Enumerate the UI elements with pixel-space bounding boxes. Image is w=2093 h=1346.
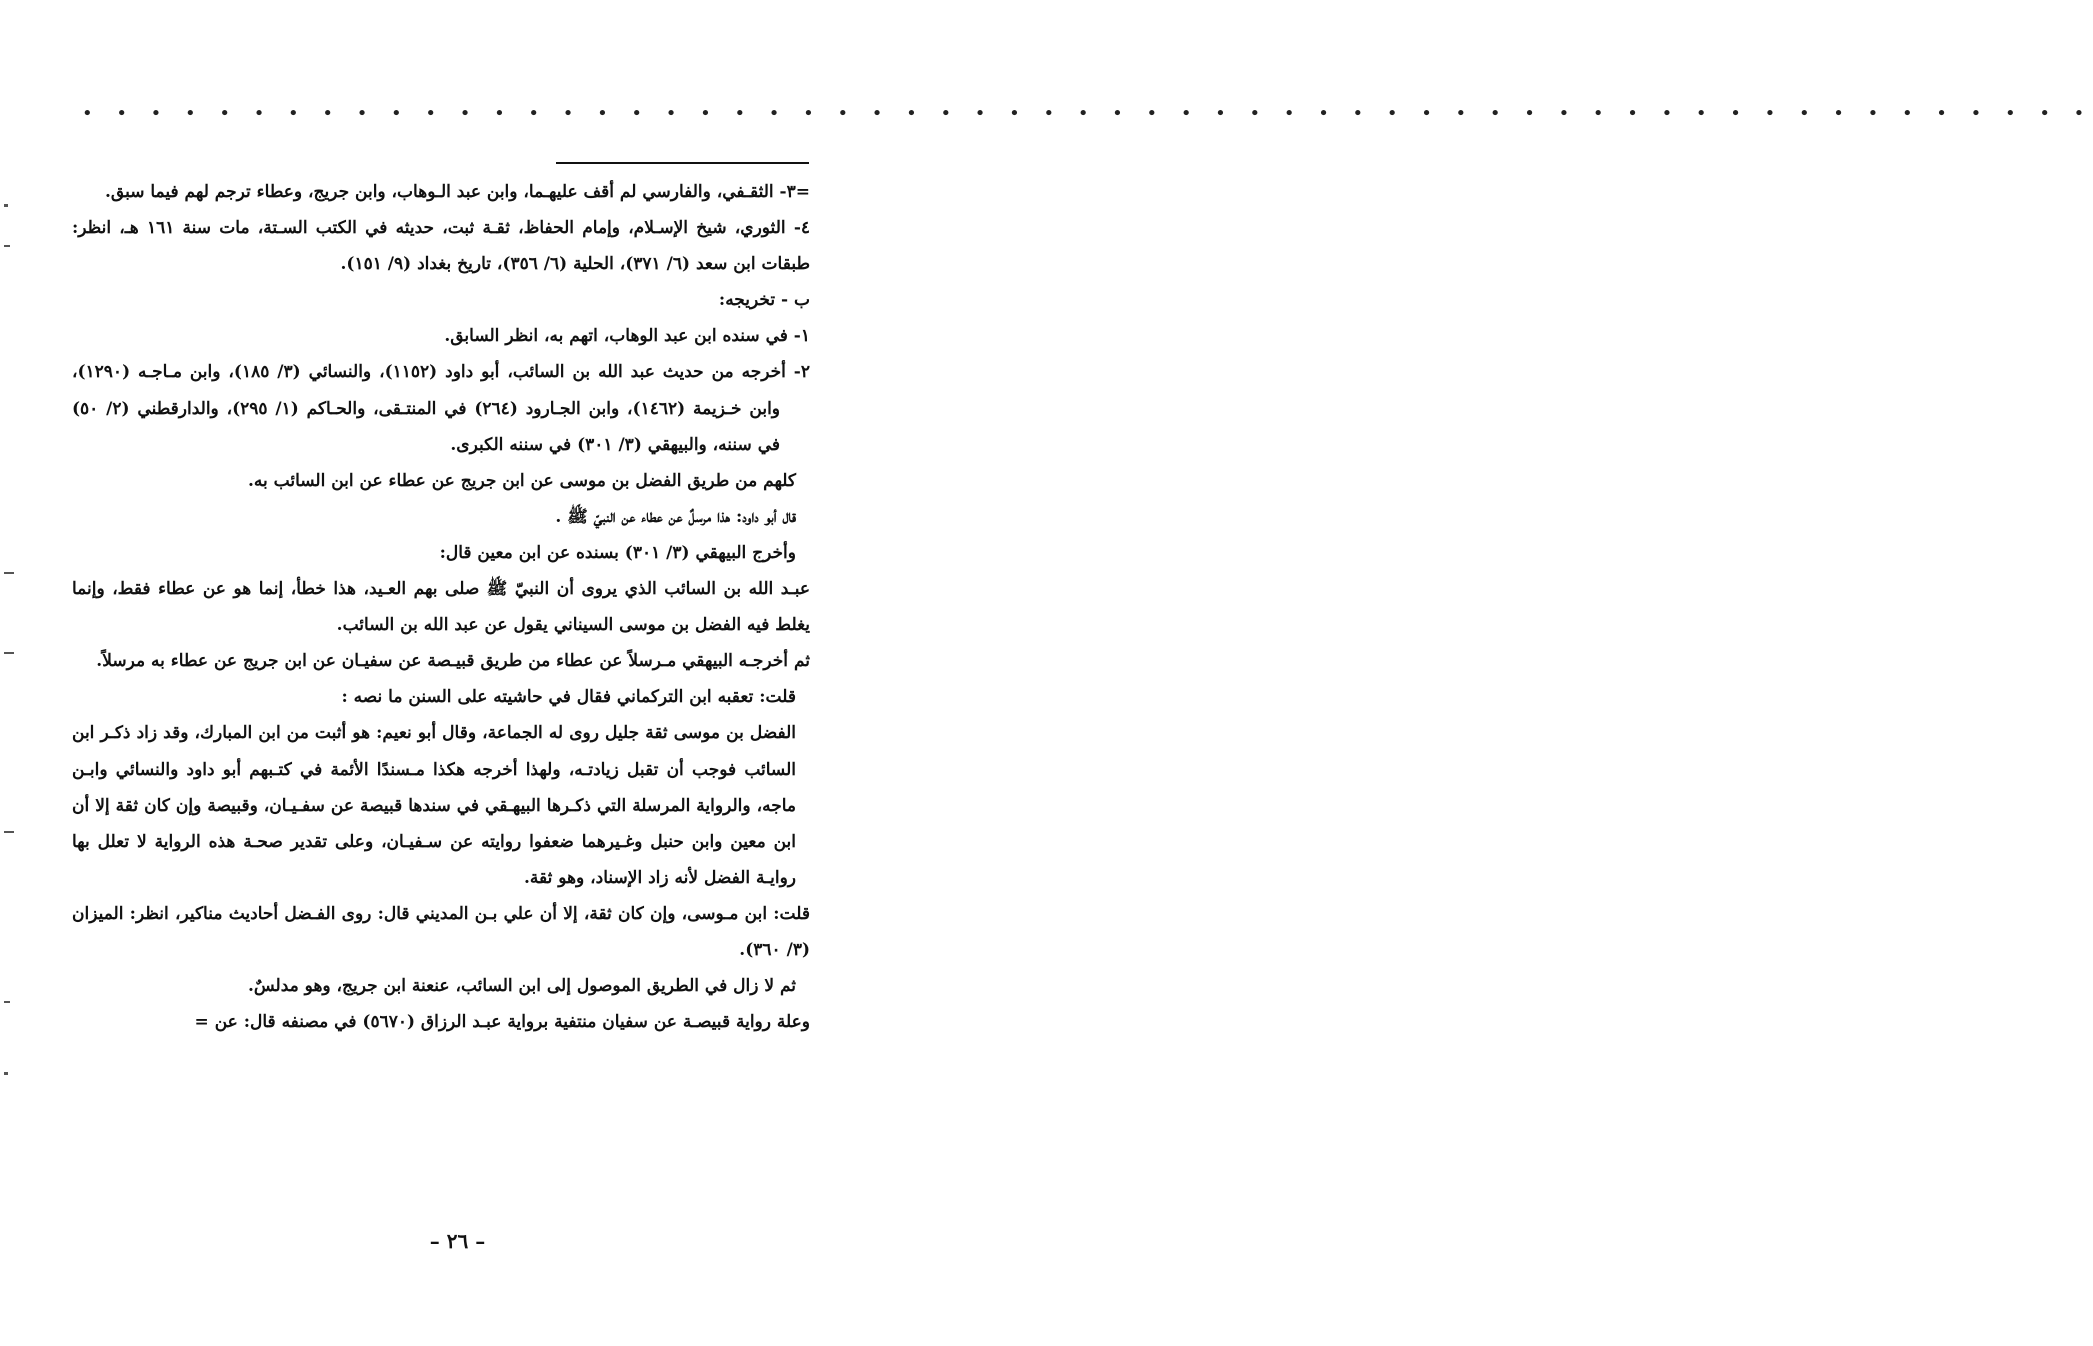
- footnote-rule: [556, 162, 809, 164]
- paragraph: قلت: ابن مـوسى، وإن كان ثقة، إلا أن علي بـن المديني قال: روى الفـضل أحاديث مناكير، انظر: الميزان (٣/ ٣٦٠).: [72, 903, 810, 960]
- margin-speck: [4, 204, 8, 207]
- paragraph: عبـد الله بن السائب الذي يروى أن النبيّ ﷺ صلى بهم العـيد، هذا خطأ، إنما هو عن عطاء فقط، وإنما يغلط فيه الفضل بن موسى السيناني يقول عن عبد الله بن السائب.: [72, 579, 810, 636]
- margin-speck: [4, 1072, 8, 1075]
- paragraph: ٤- الثوري، شيخ الإسـلام، وإمام الحفاظ، ثقـة ثبت، حديثه في الكتب السـتة، مات سنة ١٦١ هـ، انظر: طبقات ابن سعد (٦/ ٣٧١)، الحلية (٦/ ٣٥٦)، تاريخ بغداد (٩/ ١٥١).: [72, 218, 811, 275]
- paragraph: ثم لا زال في الطريق الموصول إلى ابن السائب، عنعنة ابن جريج، وهو مدلسٌ.: [247, 976, 796, 997]
- paragraph: =٣- الثقـفي، والفارسي لم أقف عليهـما، وابن عبد الـوهاب، وابن جريج، وعطاء ترجم لهم فيما سبق.: [104, 182, 810, 202]
- paragraph: كلهم من طريق الفضل بن موسى عن ابن جريج عن عطاء عن ابن السائب به.: [247, 470, 796, 491]
- paragraph: ثم أخرجـه البيهقي مـرسلاً عن عطاء من طريق قبيـصة عن سفيـان عن ابن جريج عن عطاء به مرسلاً.: [96, 651, 810, 672]
- paragraph: الفضل بن موسى ثقة جليل روى له الجماعة، وقال أبو نعيم: هو أثبت من ابن المبارك، وقد زاد ذكـر ابن السائب فوجب أن تقبل زيادتـه، ولهذا أخرجه هكذا مـسندًا الأئمة في كتـبهم أبو داود والنسائي وابـن ماجه، والرواية المرسلة التي ذكـرها البيهـقي في سندها قبيصة عن سفـيـان، وقبيصة وإن كان ثقة إلا أن ابن معين وابن حنبل وغـيرهما ضعفوا روايته عن سـفيـان، وعلى تقدير صحـة هذه الرواية لا تعلل بها روايـة الفضل لأنه زاد الإسناد، وهو ثقة.: [72, 723, 796, 888]
- margin-speck: [4, 245, 10, 247]
- paragraph: وعلة رواية قبيصـة عن سفيان منتفية برواية عبـد الرزاق (٥٦٧٠) في مصنفه قال: عن =: [194, 1012, 810, 1033]
- paragraph: ١- في سنده ابن عبد الوهاب، اتهم به، انظر السابق.: [444, 326, 810, 347]
- margin-speck: [4, 1001, 10, 1003]
- paragraph: قال أبو داود: هذا مرسلٌ عن عطاء عن النبيّ ﷺ .: [555, 506, 796, 527]
- margin-speck: [4, 652, 14, 654]
- paragraph: قلت: تعقبه ابن التركماني فقال في حاشيته على السنن ما نصه :: [341, 687, 796, 708]
- paragraph: ٢- أخرجه من حديث عبد الله بن السائب، أبو داود (١١٥٢)، والنسائي (٣/ ١٨٥)، وابن مـاجـه (١٢٩٠)، وابن خـزيمة (١٤٦٢)، وابن الجـارود (٢٦٤) في المنتـقى، والحـاكم (١/ ٢٩٥)، والدارقطني (٢/ ٥٠) في سننه، والبيهقي (٣/ ٣٠١) في سننه الكبرى.: [72, 362, 810, 455]
- page-number: – ٢٦ –: [429, 1229, 486, 1253]
- paragraph: وأخرج البيهقي (٣/ ٣٠١) بسنده عن ابن معين قال:: [439, 542, 796, 563]
- margin-speck: [4, 831, 14, 833]
- margin-speck: [4, 572, 14, 574]
- paragraph: ب - تخريجه:: [718, 290, 810, 311]
- separator-dots: • • • • • • • • • • • • • • • • • • • • • • • • • • • • • • • • • • • • • • • • • • • • • • • • • • • • • • • • • • •: [82, 103, 2093, 124]
- page-body: [72, 174, 810, 1040]
